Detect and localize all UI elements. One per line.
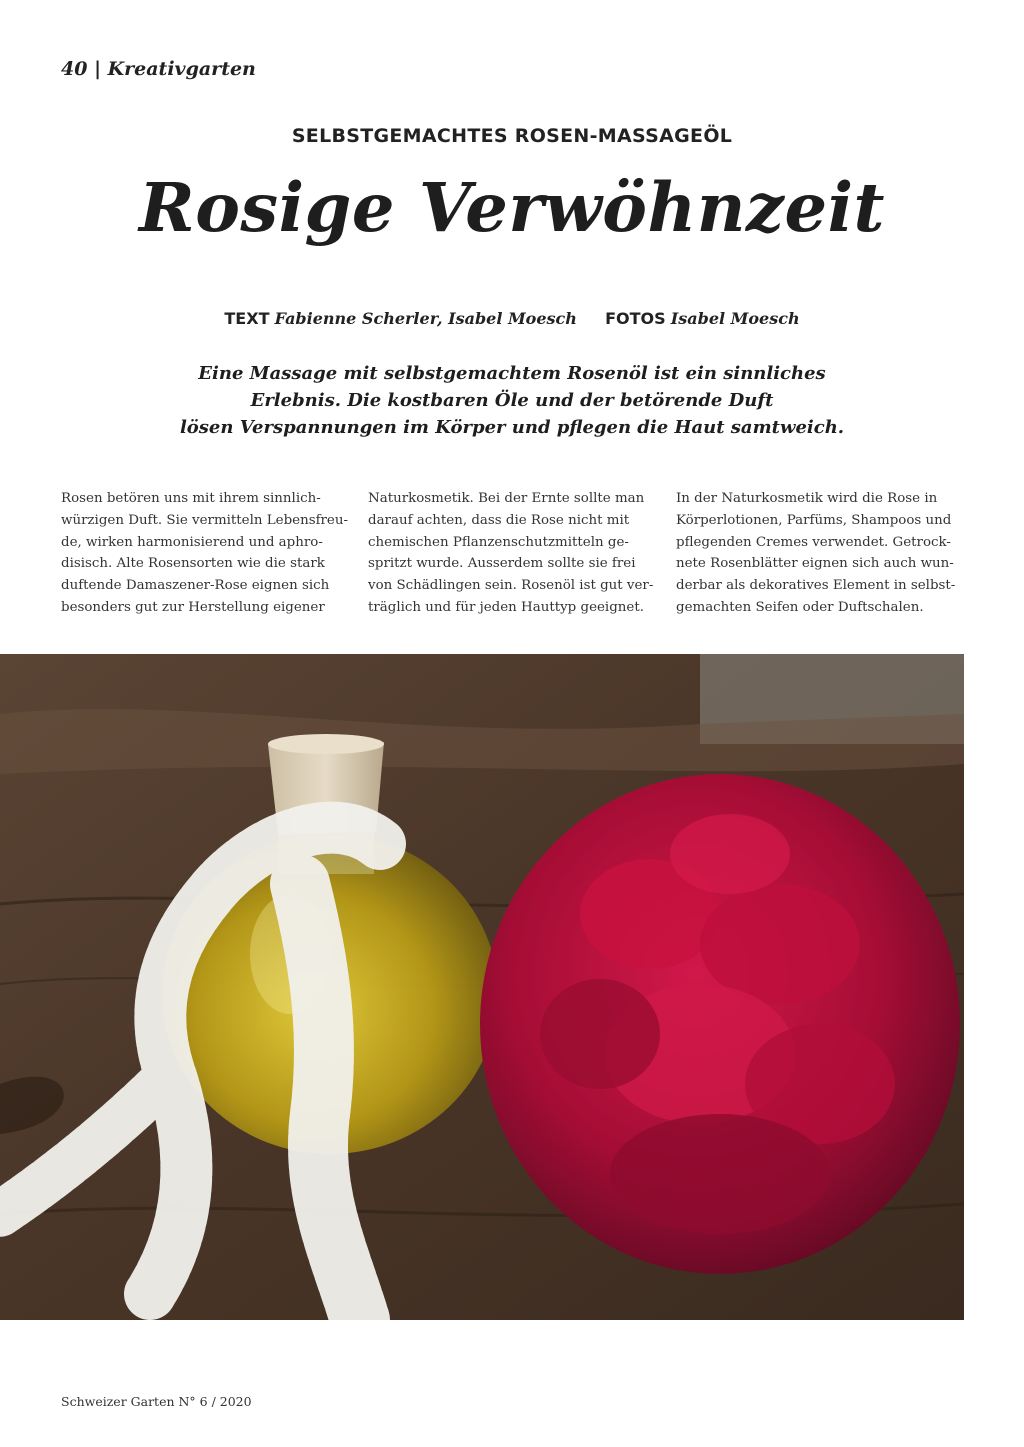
header-separator: | bbox=[94, 58, 101, 80]
body-line: Naturkosmetik. Bei der Ernte sollte man bbox=[368, 491, 645, 506]
text-credit-label: TEXT bbox=[224, 309, 270, 328]
text-credit-authors: Fabienne Scherler, Isabel Moesch bbox=[274, 309, 577, 328]
body-line: pflegenden Cremes verwendet. Getrock- bbox=[676, 534, 951, 550]
body-line: de, wirken harmonisierend und aphro- bbox=[61, 534, 323, 550]
body-line: darauf achten, dass die Rose nicht mit bbox=[368, 512, 630, 528]
article-photo bbox=[0, 654, 964, 1320]
body-line: Körperlotionen, Parfüms, Shampoos und bbox=[676, 512, 952, 528]
page-number: 40 bbox=[61, 58, 88, 80]
body-line: gemachten Seifen oder Duftschalen. bbox=[676, 599, 924, 615]
body-column-3 bbox=[676, 488, 966, 619]
photo-credit-label: FOTOS bbox=[605, 309, 666, 328]
page-header bbox=[61, 58, 256, 80]
body-line: chemischen Pflanzenschutzmitteln ge- bbox=[368, 534, 629, 550]
lead-line: lösen Verspannungen im Körper und pflegen die Haut samtweich. bbox=[179, 417, 845, 438]
lead-line: Eine Massage mit selbstgemachtem Rosenöl ist ein sinnliches bbox=[198, 363, 826, 384]
page-footer: Schweizer Garten N° 6 / 2020 bbox=[61, 1394, 252, 1409]
article-lead bbox=[150, 360, 874, 441]
article-kicker: SELBSTGEMACHTES ROSEN-MASSAGEÖL bbox=[291, 125, 733, 147]
section-name: Kreativgarten bbox=[107, 58, 256, 80]
body-line: besonders gut zur Herstellung eigener bbox=[61, 599, 325, 615]
body-line: In der Naturkosmetik wird die Rose in bbox=[676, 491, 938, 506]
body-line: duftende Damaszener-Rose eignen sich bbox=[61, 578, 330, 594]
article-headline: Rosige Verwöhnzeit bbox=[139, 168, 885, 247]
lead-line: Erlebnis. Die kostbaren Öle und der betörende Duft bbox=[250, 390, 774, 411]
body-line: von Schädlingen sein. Rosenöl ist gut ver- bbox=[368, 578, 654, 594]
body-line: träglich und für jeden Hauttyp geeignet. bbox=[368, 599, 644, 615]
body-line: disisch. Alte Rosensorten wie die stark bbox=[61, 556, 325, 572]
body-column-2 bbox=[368, 488, 658, 619]
body-line: nete Rosenblätter eignen sich auch wun- bbox=[676, 556, 954, 572]
article-credits bbox=[0, 309, 1024, 328]
body-line: Rosen betören uns mit ihrem sinnlich- bbox=[61, 491, 321, 506]
body-line: würzigen Duft. Sie vermitteln Lebensfreu- bbox=[61, 512, 349, 528]
body-line: derbar als dekoratives Element in selbst- bbox=[676, 578, 956, 594]
photo-credit-author: Isabel Moesch bbox=[670, 309, 800, 328]
body-column-1 bbox=[61, 488, 351, 619]
body-line: spritzt wurde. Ausserdem sollte sie frei bbox=[368, 556, 636, 572]
rose-flower bbox=[480, 774, 960, 1274]
